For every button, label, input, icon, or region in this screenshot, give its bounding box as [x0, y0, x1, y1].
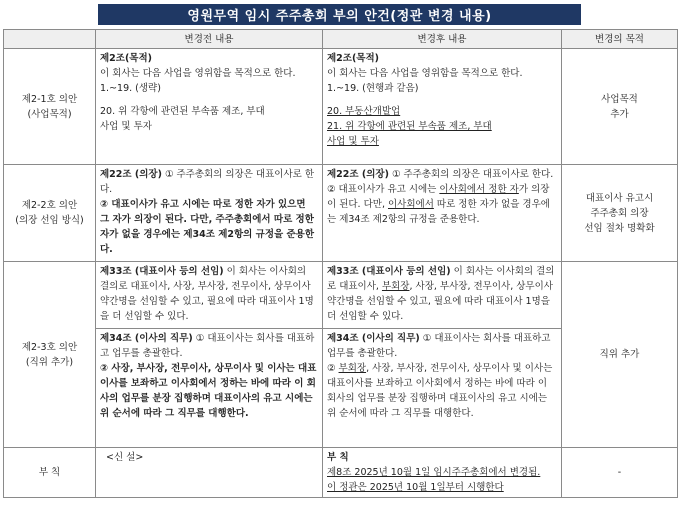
- table-row: [4, 49, 678, 165]
- after-cell: 제22조 (의장) ① 주주총회의 의장은 대표이사로 한다. ② 대표이사가 유고 시에는 이사회에서 정한 자가 의장이 된다. 다만, 이사회에서 따로 정한 자가 없을 경우에는 제34조 제2항의 규정을 준용한다.: [323, 165, 562, 262]
- row-category: 제2-1호 의안 (사업목적): [4, 49, 96, 165]
- purpose-cell: -: [562, 448, 678, 498]
- before-cell: 제2조(목적) 이 회사는 다음 사업을 영위함을 목적으로 한다. 1.~19. (생략) 20. 위 각항에 관련된 부속품 제조, 부대 사업 및 투자: [96, 49, 323, 165]
- after-cell: 제2조(목적) 이 회사는 다음 사업을 영위함을 목적으로 한다. 1.~19. (현행과 같음) 20. 부동산개발업 21. 위 각항에 관련된 부속품 제조, 부대 사업 및 투자: [323, 49, 562, 165]
- table-row: [4, 165, 678, 262]
- purpose-cell: 직위 추가: [562, 262, 678, 448]
- purpose-cell: 사업목적 추가: [562, 49, 678, 165]
- header-before: 변경전 내용: [96, 30, 323, 49]
- table-row: [4, 262, 678, 448]
- after-cell: 부 칙 제8조 2025년 10월 1일 임시주주총회에서 변경됨. 이 정관은 2025년 10월 1일부터 시행한다: [323, 448, 562, 498]
- before-cell: <신 설>: [96, 448, 323, 498]
- row-category: 제2-2호 의안 (의장 선임 방식): [4, 165, 96, 262]
- purpose-cell: 대표이사 유고시 주주총회 의장 선임 절차 명확화: [562, 165, 678, 262]
- row-category: 제2-3호 의안 (직위 추가): [4, 262, 96, 448]
- table-header-row: [4, 30, 678, 49]
- header-after: 변경후 내용: [323, 30, 562, 49]
- table-row: [4, 448, 678, 498]
- before-cell: 제22조 (의장) ① 주주총회의 의장은 대표이사로 한다. ② 대표이사가 유고 시에는 따로 정한 자가 있으면 그 자가 의장이 된다. 다만, 주주총회에서 따로 정한 자가 없을 경우에는 제34조 제2항의 규정을 준용한다.: [96, 165, 323, 262]
- row-category: 부 칙: [4, 448, 96, 498]
- amendment-table: [3, 29, 678, 498]
- header-category: [4, 30, 96, 49]
- header-purpose: 변경의 목적: [562, 30, 678, 49]
- page-title: 영원무역 임시 주주총회 부의 안건(정관 변경 내용): [98, 4, 581, 25]
- before-cell: 제33조 (대표이사 등의 선임) 이 회사는 이사회의 결의로 대표이사, 사장, 부사장, 전무이사, 상무이사 약간명을 선임할 수 있고, 필요에 따라 대표이사 1명을 더 선임할 수 있다. 제34조 (이사의 직무) ① 대표이사는 회사를 대표하고 업무를 총괄한다. ② 사장, 부사장, 전무이사, 상무이사 및 이사는 대표이사를 보좌하고 이사회에서 정하는 바에 따라 이 회사의 업무를 분장 집행하며 대표이사의 유고 시에는 위 순서에 따라 그 직무를 대행한다.: [96, 262, 323, 448]
- after-cell: 제33조 (대표이사 등의 선임) 이 회사는 이사회의 결의로 대표이사, 부회장, 사장, 부사장, 전무이사, 상무이사 약간명을 선임할 수 있고, 필요에 따라 대표이사 1명을 더 선임할 수 있다. 제34조 (이사의 직무) ① 대표이사는 회사를 대표하고 업무를 총괄한다. ② 부회장, 사장, 부사장, 전무이사, 상무이사 및 이사는 대표이사를 보좌하고 이사회에서 정하는 바에 따라 이 회사의 업무를 분장 집행하며 대표이사의 유고 시에는 위 순서에 따라 그 직무를 대행한다.: [323, 262, 562, 448]
